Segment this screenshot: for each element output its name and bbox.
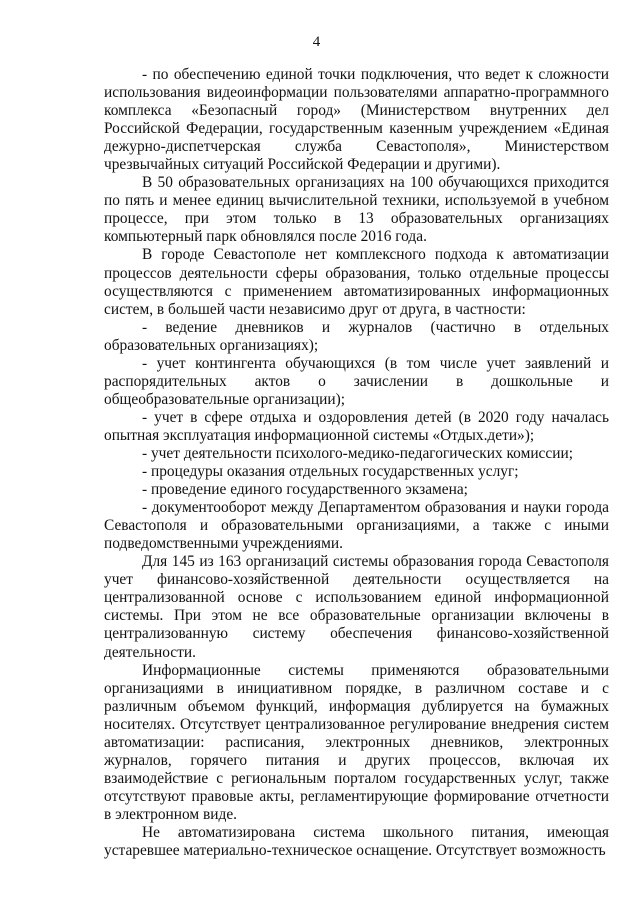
list-item: - проведение единого государственного экзамена;: [142, 481, 468, 499]
list-item: - ведение дневников и журналов (частично в отдельных образовательных организациях);: [104, 318, 609, 354]
list-item: - процедуры оказания отдельных государственных услуг;: [142, 463, 519, 481]
paragraph: В городе Севастополе нет комплексного подхода к автоматизации процессов деятельности сферы образования, только отдельные процессы осуществляются с применением автоматизированных информационных систем, в большей части независимо друг от друга, в частности:: [104, 246, 609, 318]
list-item: - документооборот между Департаментом образования и науки города Севастополя и образовательными организациями, а также с иными подведомственными учреждениями.: [104, 499, 609, 553]
paragraph: Информационные системы применяются образовательными организациями в инициативном порядке, в различном составе и с различным объемом функций, информация дублируется на бумажных носителях. Отсутствует централизованное регулирование внедрения систем автоматизации: расписания, электронных дневников, электронных журналов, горячего питания и других процессов, включая их взаимодействие с региональным порталом государственных услуг, также отсутствуют правовые акты, регламентирующие формирование отчетности в электронном виде.: [104, 661, 609, 823]
list-item: - учет контингента обучающихся (в том числе учет заявлений и распорядительных актов о зачислении в дошкольные и общеобразовательные организации);: [104, 354, 609, 408]
list-item: - учет в сфере отдыха и оздоровления детей (в 2020 году началась опытная эксплуатация информационной системы «Отдых.дети»);: [104, 408, 609, 444]
paragraph: - по обеспечению единой точки подключения, что ведет к сложности использования видеоинформации пользователями аппаратно-программного комплекса «Безопасный город» (Министерством внутренних дел Российской Федерации, государственным казенным учреждением «Единая дежурно-диспетчерская служба Севастополя», Министерством чрезвычайных ситуаций Российской Федерации и другими).: [104, 66, 609, 174]
paragraph: Не автоматизирована система школьного питания, имеющая устаревшее материально-техническое оснащение. Отсутствует возможность: [104, 823, 609, 860]
paragraph: Для 145 из 163 организаций системы образования города Севастополя учет финансово-хозяйственной деятельности осуществляется на централизованной основе с использованием единой информационной системы. При этом не все образовательные организации включены в централизованную систему обеспечения финансово-хозяйственной деятельности.: [104, 553, 609, 661]
body-text: [104, 66, 609, 860]
page-number: 4: [312, 34, 321, 50]
list-item: - учет деятельности психолого-медико-педагогических комиссии;: [142, 444, 573, 462]
paragraph: В 50 образовательных организациях на 100 обучающихся приходится по пять и менее единиц вычислительной техники, используемой в учебном процессе, при этом только в 13 образовательных организациях компьютерный парк обновлялся после 2016 года.: [104, 174, 609, 246]
